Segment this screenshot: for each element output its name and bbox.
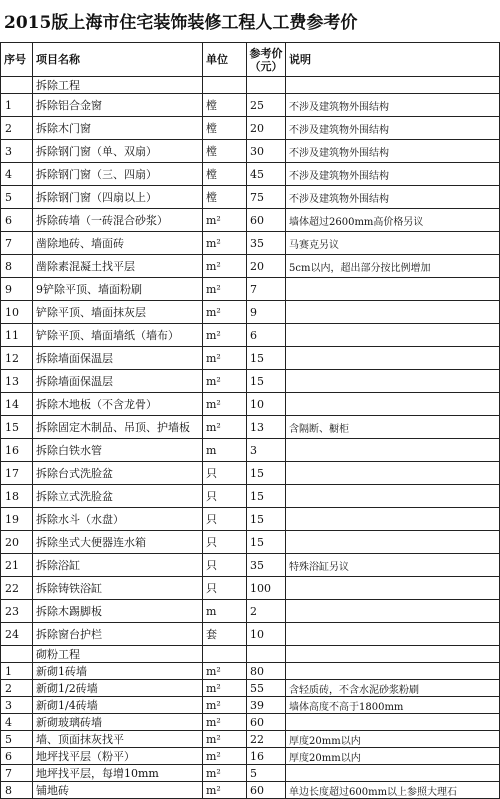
row-price: 6 <box>247 324 286 347</box>
row-number: 4 <box>1 163 33 186</box>
row-unit: 只 <box>203 577 247 600</box>
section-empty-cell <box>1 646 33 663</box>
row-price: 25 <box>247 94 286 117</box>
page-title: 2015版上海市住宅装饰装修工程人工费参考价 <box>4 13 358 33</box>
row-price: 80 <box>247 663 286 680</box>
row-number: 6 <box>1 209 33 232</box>
section-empty-cell <box>247 77 286 94</box>
row-price: 2 <box>247 600 286 623</box>
row-item-name: 拆除台式洗脸盆 <box>33 462 203 485</box>
row-unit: m² <box>203 663 247 680</box>
header-name: 项目名称 <box>33 43 203 77</box>
row-note: 不涉及建筑物外围结构 <box>286 163 500 186</box>
row-number: 3 <box>1 697 33 714</box>
section-empty-cell <box>286 646 500 663</box>
table-row <box>1 485 500 508</box>
row-note <box>286 393 500 416</box>
row-item-name: 墙、顶面抹灰找平 <box>33 731 203 748</box>
row-item-name: 铺地砖 <box>33 782 203 799</box>
row-number: 13 <box>1 370 33 393</box>
row-note <box>286 714 500 731</box>
row-item-name: 拆除坐式大便器连水箱 <box>33 531 203 554</box>
row-item-name: 铲除平顶、墙面抹灰层 <box>33 301 203 324</box>
table-row <box>1 94 500 117</box>
row-item-name: 拆除墙面保温层 <box>33 347 203 370</box>
row-item-name: 新砌1/2砖墙 <box>33 680 203 697</box>
row-price: 30 <box>247 140 286 163</box>
row-number: 23 <box>1 600 33 623</box>
row-unit: m² <box>203 301 247 324</box>
header-price <box>247 43 286 77</box>
row-number: 3 <box>1 140 33 163</box>
table-row <box>1 462 500 485</box>
row-unit: 樘 <box>203 140 247 163</box>
row-unit: m² <box>203 232 247 255</box>
row-note: 含隔断、橱柜 <box>286 416 500 439</box>
row-item-name: 地坪找平层（粉平） <box>33 748 203 765</box>
row-unit: 樘 <box>203 163 247 186</box>
row-price: 60 <box>247 714 286 731</box>
row-note <box>286 278 500 301</box>
row-price: 75 <box>247 186 286 209</box>
row-unit: m² <box>203 255 247 278</box>
row-note: 不涉及建筑物外围结构 <box>286 94 500 117</box>
row-number: 8 <box>1 255 33 278</box>
row-note: 墙体超过2600mm高价格另议 <box>286 209 500 232</box>
row-note: 含轻质砖，不含水泥砂浆粉刷 <box>286 680 500 697</box>
row-note: 不涉及建筑物外围结构 <box>286 186 500 209</box>
row-item-name: 铲除平顶、墙面墙纸（墙布） <box>33 324 203 347</box>
row-item-name: 新砌1砖墙 <box>33 663 203 680</box>
row-number: 22 <box>1 577 33 600</box>
row-unit: 樘 <box>203 94 247 117</box>
row-note <box>286 600 500 623</box>
table-row <box>1 209 500 232</box>
row-unit: m² <box>203 370 247 393</box>
row-number: 1 <box>1 663 33 680</box>
table-row <box>1 439 500 462</box>
row-note <box>286 439 500 462</box>
row-number: 24 <box>1 623 33 646</box>
header-row <box>1 43 500 77</box>
row-note <box>286 765 500 782</box>
row-unit: m² <box>203 765 247 782</box>
row-note: 马赛克另议 <box>286 232 500 255</box>
row-note <box>286 347 500 370</box>
table-row <box>1 731 500 748</box>
row-unit: m² <box>203 416 247 439</box>
row-number: 12 <box>1 347 33 370</box>
row-price: 60 <box>247 782 286 799</box>
row-price: 10 <box>247 393 286 416</box>
row-price: 45 <box>247 163 286 186</box>
row-note <box>286 301 500 324</box>
row-price: 5 <box>247 765 286 782</box>
row-number: 15 <box>1 416 33 439</box>
section-title: 拆除工程 <box>33 77 203 94</box>
row-unit: m² <box>203 347 247 370</box>
row-number: 19 <box>1 508 33 531</box>
row-item-name: 拆除钢门窗（单、双扇） <box>33 140 203 163</box>
table-row <box>1 278 500 301</box>
row-item-name: 拆除铝合金窗 <box>33 94 203 117</box>
row-item-name: 拆除木踢脚板 <box>33 600 203 623</box>
row-number: 9 <box>1 278 33 301</box>
row-unit: m <box>203 439 247 462</box>
row-item-name: 拆除铸铁浴缸 <box>33 577 203 600</box>
row-price: 35 <box>247 232 286 255</box>
row-number: 17 <box>1 462 33 485</box>
row-item-name: 拆除浴缸 <box>33 554 203 577</box>
header-price-line2: （元） <box>249 59 283 73</box>
row-price: 16 <box>247 748 286 765</box>
row-note: 5cm以内，超出部分按比例增加 <box>286 255 500 278</box>
section-empty-cell <box>247 646 286 663</box>
table-row <box>1 324 500 347</box>
table-row <box>1 554 500 577</box>
row-item-name: 拆除白铁水管 <box>33 439 203 462</box>
table-row <box>1 765 500 782</box>
row-note: 特殊浴缸另议 <box>286 554 500 577</box>
row-number: 2 <box>1 680 33 697</box>
section-empty-cell <box>1 77 33 94</box>
row-item-name: 拆除钢门窗（三、四扇） <box>33 163 203 186</box>
row-price: 22 <box>247 731 286 748</box>
row-note <box>286 508 500 531</box>
row-number: 14 <box>1 393 33 416</box>
row-unit: 只 <box>203 554 247 577</box>
row-unit: m <box>203 600 247 623</box>
row-note: 厚度20mm以内 <box>286 731 500 748</box>
row-item-name: 拆除立式洗脸盆 <box>33 485 203 508</box>
row-unit: m² <box>203 697 247 714</box>
row-price: 10 <box>247 623 286 646</box>
row-item-name: 凿除地砖、墙面砖 <box>33 232 203 255</box>
section-header-row <box>1 77 500 94</box>
header-unit: 单位 <box>203 43 247 77</box>
row-item-name: 拆除木地板（不含龙骨） <box>33 393 203 416</box>
row-unit: m² <box>203 748 247 765</box>
row-unit: m² <box>203 680 247 697</box>
table-row <box>1 697 500 714</box>
row-number: 21 <box>1 554 33 577</box>
row-item-name: 拆除水斗（水盘） <box>33 508 203 531</box>
row-unit: 只 <box>203 462 247 485</box>
row-note: 不涉及建筑物外围结构 <box>286 117 500 140</box>
section-empty-cell <box>286 77 500 94</box>
row-unit: m² <box>203 393 247 416</box>
row-unit: m² <box>203 278 247 301</box>
table-row <box>1 163 500 186</box>
row-unit: m² <box>203 324 247 347</box>
row-price: 15 <box>247 531 286 554</box>
row-note <box>286 485 500 508</box>
row-note: 厚度20mm以内 <box>286 748 500 765</box>
row-unit: 只 <box>203 508 247 531</box>
table-row <box>1 714 500 731</box>
row-number: 18 <box>1 485 33 508</box>
row-price: 15 <box>247 485 286 508</box>
row-price: 13 <box>247 416 286 439</box>
table-row <box>1 623 500 646</box>
row-unit: 樘 <box>203 186 247 209</box>
row-item-name: 拆除木门窗 <box>33 117 203 140</box>
row-price: 3 <box>247 439 286 462</box>
table-row <box>1 782 500 799</box>
header-no: 序号 <box>1 43 33 77</box>
table-row <box>1 186 500 209</box>
row-item-name: 拆除固定木制品、吊顶、护墙板 <box>33 416 203 439</box>
row-number: 11 <box>1 324 33 347</box>
row-price: 60 <box>247 209 286 232</box>
row-price: 39 <box>247 697 286 714</box>
section-header-row <box>1 646 500 663</box>
table-row <box>1 140 500 163</box>
row-price: 55 <box>247 680 286 697</box>
row-note: 单边长度超过600mm以上参照大理石 <box>286 782 500 799</box>
section-empty-cell <box>203 646 247 663</box>
row-price: 20 <box>247 117 286 140</box>
row-note <box>286 324 500 347</box>
row-item-name: 地坪找平层，每增10mm <box>33 765 203 782</box>
row-note <box>286 577 500 600</box>
row-unit: m² <box>203 714 247 731</box>
row-number: 7 <box>1 765 33 782</box>
row-price: 20 <box>247 255 286 278</box>
row-price: 15 <box>247 462 286 485</box>
row-number: 10 <box>1 301 33 324</box>
row-price: 9 <box>247 301 286 324</box>
row-unit: m² <box>203 731 247 748</box>
table-row <box>1 232 500 255</box>
row-item-name: 凿除素混凝土找平层 <box>33 255 203 278</box>
row-unit: 只 <box>203 531 247 554</box>
row-price: 15 <box>247 347 286 370</box>
table-row <box>1 577 500 600</box>
header-price-line1: 参考价 <box>249 46 283 60</box>
row-number: 5 <box>1 731 33 748</box>
row-item-name: 新砌1/4砖墙 <box>33 697 203 714</box>
table-row <box>1 508 500 531</box>
row-number: 6 <box>1 748 33 765</box>
row-number: 8 <box>1 782 33 799</box>
header-note: 说明 <box>286 43 500 77</box>
table-row <box>1 531 500 554</box>
row-number: 4 <box>1 714 33 731</box>
row-number: 1 <box>1 94 33 117</box>
row-number: 5 <box>1 186 33 209</box>
price-table <box>0 42 500 799</box>
row-note <box>286 462 500 485</box>
row-number: 7 <box>1 232 33 255</box>
row-price: 15 <box>247 370 286 393</box>
row-number: 20 <box>1 531 33 554</box>
table-row <box>1 680 500 697</box>
row-item-name: 新砌玻璃砖墙 <box>33 714 203 731</box>
row-note <box>286 663 500 680</box>
table-row <box>1 748 500 765</box>
table-body <box>1 77 500 799</box>
row-unit: m² <box>203 782 247 799</box>
table-row <box>1 416 500 439</box>
table-row <box>1 347 500 370</box>
row-note <box>286 623 500 646</box>
section-empty-cell <box>203 77 247 94</box>
row-note: 墙体高度不高于1800mm <box>286 697 500 714</box>
table-row <box>1 663 500 680</box>
table-row <box>1 600 500 623</box>
row-item-name: 拆除窗台护栏 <box>33 623 203 646</box>
row-item-name: 拆除砖墙（一砖混合砂浆） <box>33 209 203 232</box>
row-note <box>286 531 500 554</box>
row-price: 7 <box>247 278 286 301</box>
row-unit: 只 <box>203 485 247 508</box>
row-note <box>286 370 500 393</box>
table-row <box>1 301 500 324</box>
row-price: 35 <box>247 554 286 577</box>
row-unit: m² <box>203 209 247 232</box>
table-row <box>1 117 500 140</box>
row-item-name: 拆除钢门窗（四扇以上） <box>33 186 203 209</box>
row-number: 2 <box>1 117 33 140</box>
row-item-name: 拆除墙面保温层 <box>33 370 203 393</box>
row-unit: 樘 <box>203 117 247 140</box>
section-title: 砌粉工程 <box>33 646 203 663</box>
table-row <box>1 370 500 393</box>
row-price: 100 <box>247 577 286 600</box>
table-row <box>1 255 500 278</box>
row-item-name: 9铲除平顶、墙面粉刷 <box>33 278 203 301</box>
row-note: 不涉及建筑物外围结构 <box>286 140 500 163</box>
row-unit: 套 <box>203 623 247 646</box>
row-number: 16 <box>1 439 33 462</box>
table-row <box>1 393 500 416</box>
row-price: 15 <box>247 508 286 531</box>
